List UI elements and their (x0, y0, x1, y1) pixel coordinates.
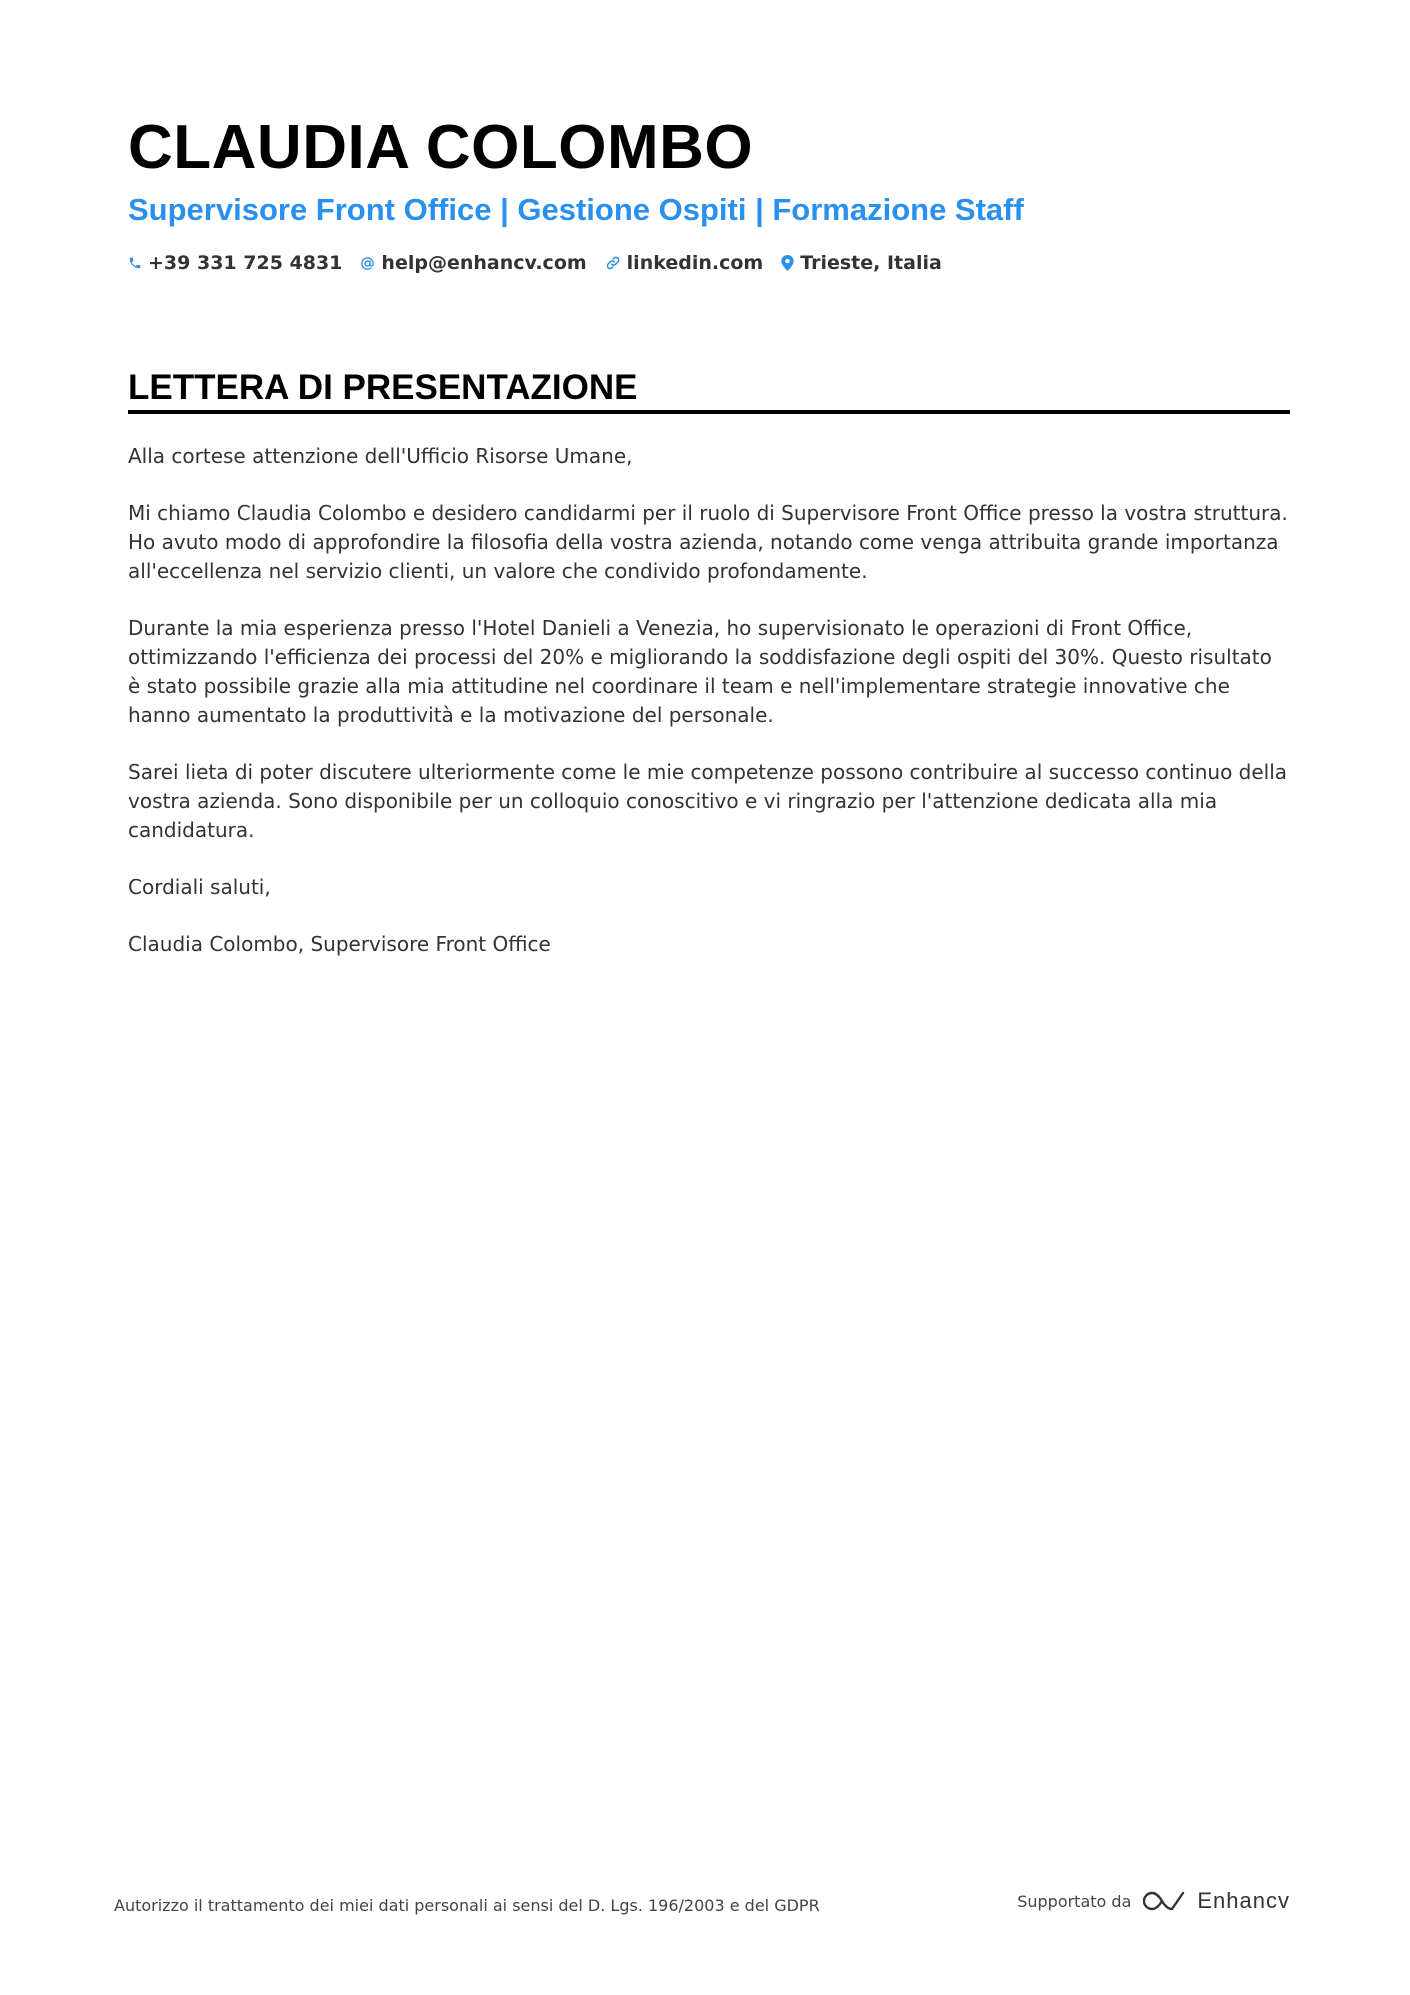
contact-linkedin[interactable] (605, 252, 764, 274)
contact-bar (128, 252, 942, 274)
powered-by[interactable] (1017, 1888, 1290, 1914)
section-title: LETTERA DI PRESENTAZIONE (128, 368, 638, 407)
letter-paragraph-closing: Sarei lieta di poter discutere ulteriormente come le mie competenze possono contribuire al successo continuo della vostra azienda. Sono disponibile per un colloquio conoscitivo e vi ringrazio per l'attenzione dedicata alla mia candidatura. (128, 760, 1288, 842)
contact-phone (128, 252, 342, 274)
section-divider (128, 410, 1290, 414)
contact-phone-text: +39 331 725 4831 (148, 252, 343, 274)
privacy-consent: Autorizzo il trattamento dei miei dati personali ai sensi del D. Lgs. 196/2003 e del GDPR (114, 1896, 820, 1915)
contact-email[interactable] (360, 252, 586, 274)
link-icon (605, 255, 621, 271)
location-pin-icon (781, 255, 794, 271)
contact-location (781, 252, 942, 274)
letter-signature: Claudia Colombo, Supervisore Front Office (128, 932, 551, 956)
contact-linkedin-text: linkedin.com (626, 252, 764, 274)
enhancv-logo-icon (1141, 1889, 1187, 1913)
letter-paragraph-experience: Durante la mia esperienza presso l'Hotel Danieli a Venezia, ho supervisionato le operazioni di Front Office, ottimizzando l'efficienza dei processi del 20% e migliorando la soddisfazione degli ospiti del 30%. Questo risultato è stato possibile grazie alla mia attitudine nel coordinare il team e nell'implementare strategie innovative che hanno aumentato la produttività e la motivazione del personale. (128, 616, 1272, 727)
contact-email-text: help@enhancv.com (381, 252, 587, 274)
letter-salutation: Alla cortese attenzione dell'Ufficio Risorse Umane, (128, 444, 633, 468)
contact-location-text: Trieste, Italia (800, 252, 942, 274)
supported-by-label: Supportato da (1017, 1891, 1132, 1911)
letter-signoff: Cordiali saluti, (128, 875, 271, 899)
candidate-name: CLAUDIA COLOMBO (128, 113, 754, 182)
letter-paragraph-intro: Mi chiamo Claudia Colombo e desidero candidarmi per il ruolo di Supervisore Front Office presso la vostra struttura. Ho avuto modo di approfondire la filosofia della vostra azienda, notando come venga attribuita grande importanza all'eccellenza nel servizio clienti, un valore che condivido profondamente. (128, 501, 1288, 583)
candidate-headline: Supervisore Front Office | Gestione Ospiti | Formazione Staff (128, 192, 1024, 227)
enhancv-wordmark: Enhancv (1197, 1888, 1290, 1913)
letter-body (128, 442, 1290, 987)
phone-icon (128, 256, 142, 270)
at-icon (360, 256, 375, 271)
